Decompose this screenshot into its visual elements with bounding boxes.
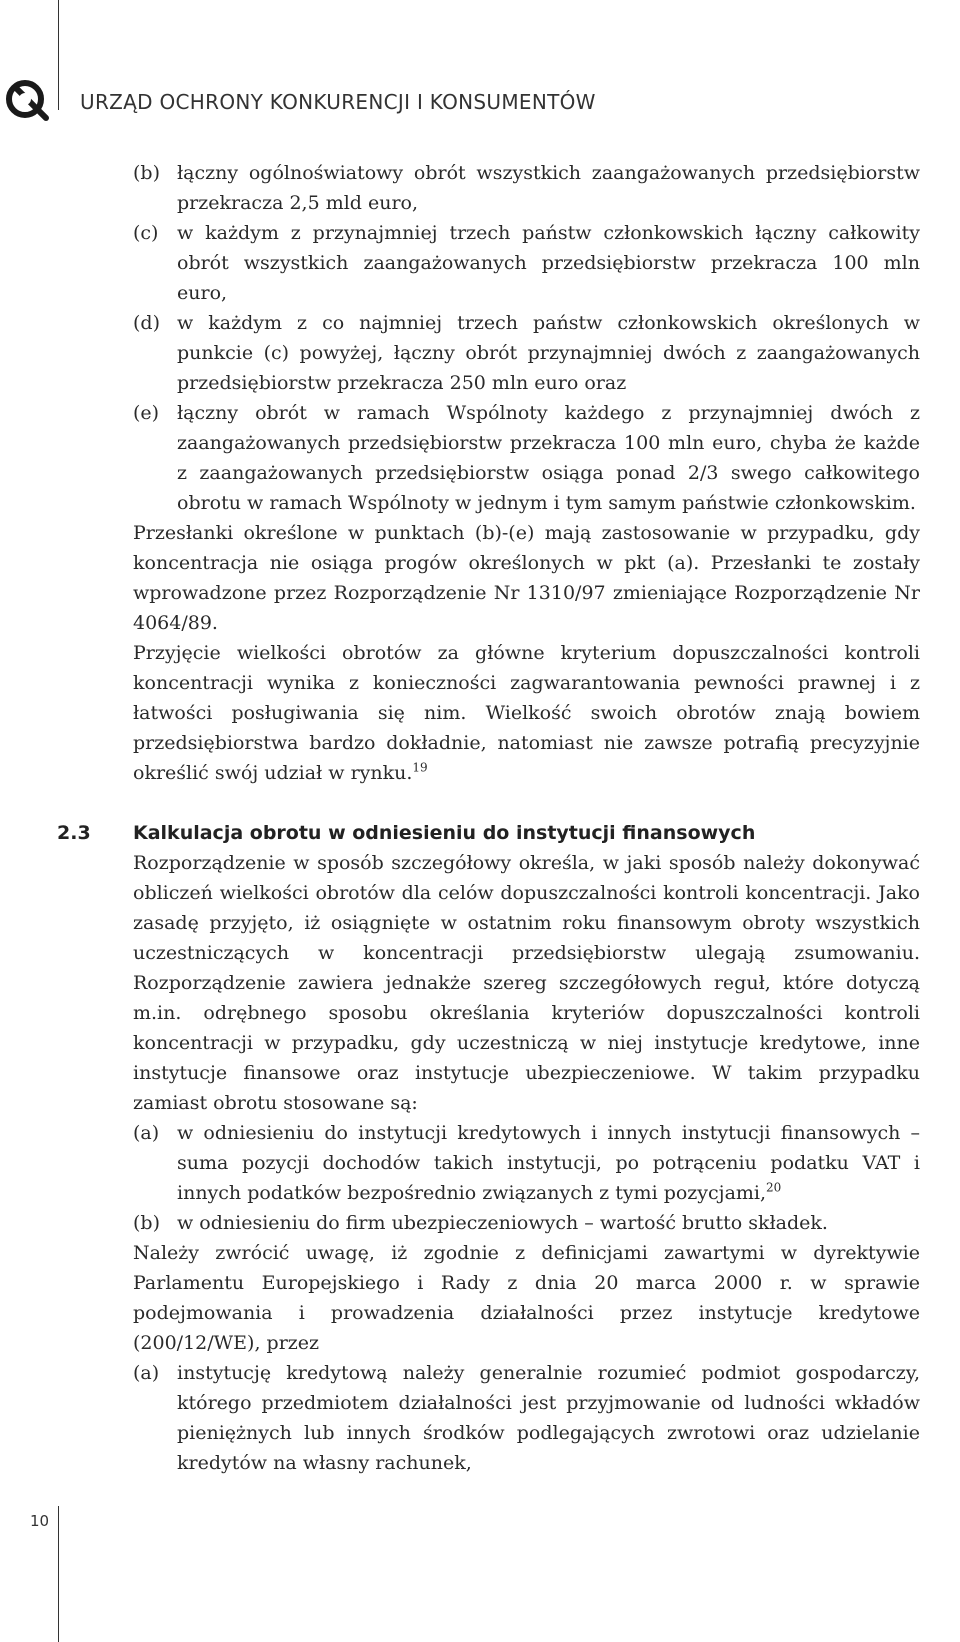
section-title: Kalkulacja obrotu w odniesieniu do instytucji finansowych <box>133 822 756 844</box>
paragraph: Przesłanki określone w punktach (b)-(e) mają zastosowanie w przypadku, gdy koncentracja nie osiąga progów określonych w pkt (a). Przesłanki te zostały wprowadzone przez Rozporządzenie Nr 1310/97 zmieniające Rozporządzenie Nr 4064/89. <box>133 522 920 634</box>
list-item-label: (e) <box>133 402 160 424</box>
footer-divider <box>58 1506 59 1642</box>
list-item-label: (d) <box>133 312 160 334</box>
list-item-label: (c) <box>133 222 159 244</box>
paragraph-text: Przyjęcie wielkości obrotów za główne kryterium dopuszczalności kontroli koncentracji wynika z konieczności zagwarantowania pewności prawnej i z łatwości posługiwania się nim. Wielkość swoich obrotów znają bowiem przedsiębiorstwa bardzo dokładnie, natomiast nie zawsze potrafią precyzyjnie określić swój udział w rynku. <box>133 642 920 784</box>
paragraph <box>133 638 920 788</box>
page-number: 10 <box>30 1512 50 1530</box>
list-item <box>133 1358 920 1478</box>
list-item <box>133 218 920 308</box>
list-item-text <box>177 1118 920 1208</box>
header-divider <box>58 0 59 110</box>
paragraph: Rozporządzenie w sposób szczegółowy określa, w jaki sposób należy dokonywać obliczeń wielkości obrotów dla celów dopuszczalności kontroli koncentracji. Jako zasadę przyjęto, iż osiągnięte w ostatnim roku finansowym obroty wszystkich uczestniczących w koncentracji przedsiębiorstw ulegają zsumowaniu. Rozporządzenie zawiera jednakże szereg szczegółowych reguł, które dotyczą m.in. odrębnego sposobu określania kryteriów dopuszczalności kontroli koncentracji w przypadku, gdy uczestniczą w niej instytucje kredytowe, inne instytucje finansowe oraz instytucje ubezpieczeniowe. W takim przypadku zamiast obrotu stosowane są: <box>133 852 920 1114</box>
footnote-ref: 20 <box>766 1180 782 1195</box>
list-item <box>133 398 920 518</box>
list-item <box>133 1118 920 1208</box>
paragraph: Należy zwrócić uwagę, iż zgodnie z definicjami zawartymi w dyrektywie Parlamentu Europejskiego i Rady z dnia 20 marca 2000 r. w sprawie podejmowania i prowadzenia działalności przez instytucje kredytowe (200/12/WE), przez <box>133 1242 920 1354</box>
list-item-text: instytucję kredytową należy generalnie rozumieć podmiot gospodarczy, którego przedmiotem działalności jest przyjmowanie od ludności wkładów pieniężnych lub innych środków podlegających zwrotowi oraz udzielanie kredytów na własny rachunek, <box>177 1362 920 1474</box>
list-item <box>133 308 920 398</box>
list-item-body: w odniesieniu do instytucji kredytowych i innych instytucji finansowych – suma pozycji dochodów takich instytucji, po potrąceniu podatku VAT i innych podatków bezpośrednio związanych z tymi pozycjami, <box>177 1122 920 1204</box>
list-item-text: łączny ogólnoświatowy obrót wszystkich zaangażowanych przedsiębiorstw przekracza 2,5 mld euro, <box>177 162 920 214</box>
list-item-label: (a) <box>133 1362 160 1384</box>
uokik-logo-icon <box>4 76 50 122</box>
list-item-text: w każdym z co najmniej trzech państw członkowskich określonych w punkcie (c) powyżej, łączny obrót przynajmniej dwóch z zaangażowanych przedsiębiorstw przekracza 250 mln euro oraz <box>177 312 920 394</box>
list-item-label: (a) <box>133 1122 160 1144</box>
header-title: URZĄD OCHRONY KONKURENCJI I KONSUMENTÓW <box>80 90 596 114</box>
page-content <box>57 158 920 1478</box>
list-item <box>133 1208 920 1238</box>
list-item-text: w każdym z przynajmniej trzech państw członkowskich łączny całkowity obrót wszystkich zaangażowanych przedsiębiorstw przekracza 100 mln euro, <box>177 222 920 304</box>
list-item-label: (b) <box>133 1212 160 1234</box>
section <box>57 818 920 1478</box>
footnote-ref: 19 <box>412 760 428 775</box>
list-item <box>133 158 920 218</box>
list-item-text: w odniesieniu do firm ubezpieczeniowych – wartość brutto składek. <box>177 1212 828 1234</box>
section-number: 2.3 <box>57 822 91 844</box>
list-item-text: łączny obrót w ramach Wspólnoty każdego z przynajmniej dwóch z zaangażowanych przedsiębiorstw przekracza 100 mln euro, chyba że każde z zaangażowanych przedsiębiorstw osiąga ponad 2/3 swego całkowitego obrotu w ramach Wspólnoty w jednym i tym samym państwie członkowskim. <box>177 402 920 514</box>
list-item-label: (b) <box>133 162 160 184</box>
